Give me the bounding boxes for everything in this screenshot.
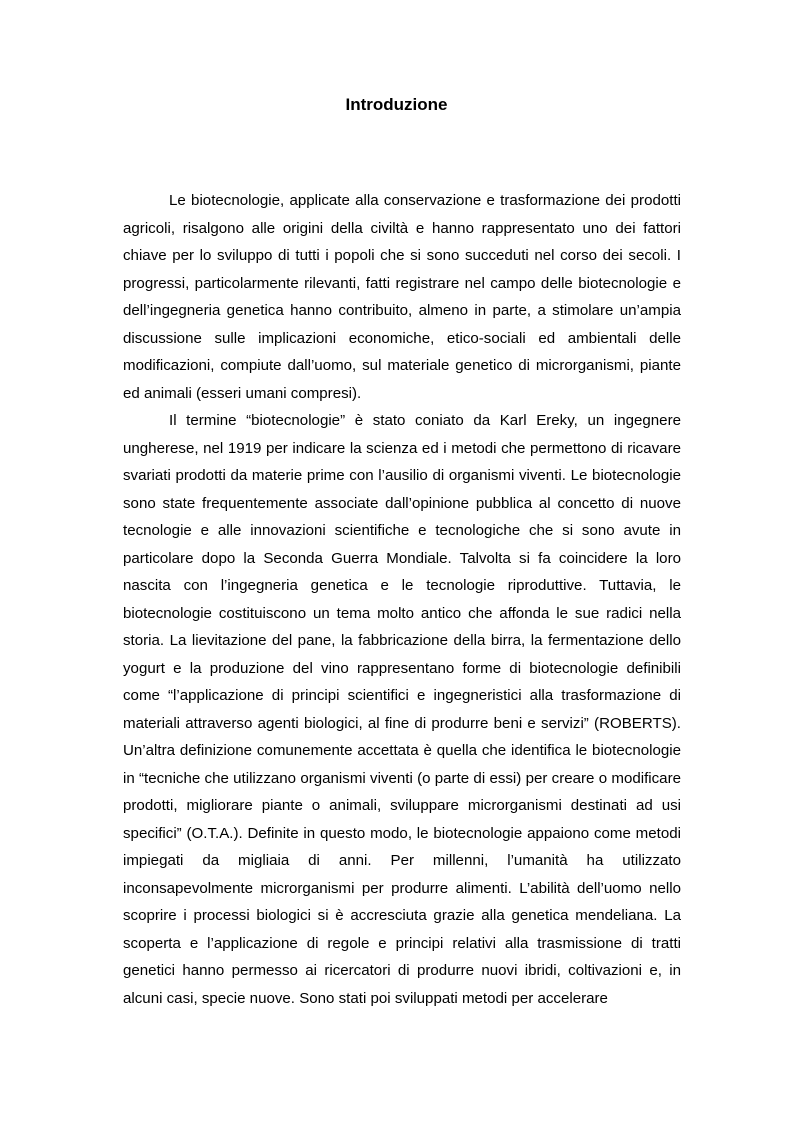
paragraph-1: Le biotecnologie, applicate alla conservazione e trasformazione dei prodotti agricoli, risalgono alle origini della civiltà e hanno rappresentato uno dei fattori chiave per lo sviluppo di tutti i popoli che si sono succeduti nel corso dei secoli. I progressi, particolarmente rilevanti, fatti registrare nel campo delle biotecnologie e dell’ingegneria genetica hanno contribuito, almeno in parte, a stimolare un’ampia discussione sulle implicazioni economiche, etico-sociali ed ambientali delle modificazioni, compiute dall’uomo, sul materiale genetico di microrganismi, piante ed animali (esseri umani compresi).: [123, 192, 681, 402]
page-title: Introduzione: [345, 95, 448, 114]
body-text: [123, 187, 681, 1012]
paragraph-2: Il termine “biotecnologie” è stato coniato da Karl Ereky, un ingegnere ungherese, nel 1919 per indicare la scienza ed i metodi che permettono di ricavare svariati prodotti da materie prime con l’ausilio di organismi viventi. Le biotecnologie sono state frequentemente associate dall’opinione pubblica al concetto di nuove tecnologie e alle innovazioni scientifiche e tecnologiche che si sono avute in particolare dopo la Seconda Guerra Mondiale. Talvolta si fa coincidere la loro nascita con l’ingegneria genetica e le tecnologie riproduttive. Tuttavia, le biotecnologie costituiscono un tema molto antico che affonda le sue radici nella storia. La lievitazione del pane, la fabbricazione della birra, la fermentazione dello yogurt e la produzione del vino rappresentano forme di biotecnologie definibili come “l’applicazione di principi scientifici e ingegneristici alla trasformazione di materiali attraverso agenti biologici, al fine di produrre beni e servizi” (ROBERTS). Un’altra definizione comunemente accettata è quella che identifica le biotecnologie in “tecniche che utilizzano organismi viventi (o parte di essi) per creare o modificare prodotti, migliorare piante o animali, sviluppare microrganismi destinati ad usi specifici” (O.T.A.). Definite in questo modo, le biotecnologie appaiono come metodi impiegati da migliaia di anni. Per millenni, l’umanità ha utilizzato inconsapevolmente microrganismi per produrre alimenti. L’abilità dell’uomo nello scoprire i processi biologici si è accresciuta grazie alla genetica mendeliana. La scoperta e l’applicazione di regole e principi relativi alla trasmissione di tratti genetici hanno permesso ai ricercatori di produrre nuovi ibridi, coltivazioni e, in alcuni casi, specie nuove. Sono stati poi sviluppati metodi per accelerare: [123, 412, 681, 1007]
